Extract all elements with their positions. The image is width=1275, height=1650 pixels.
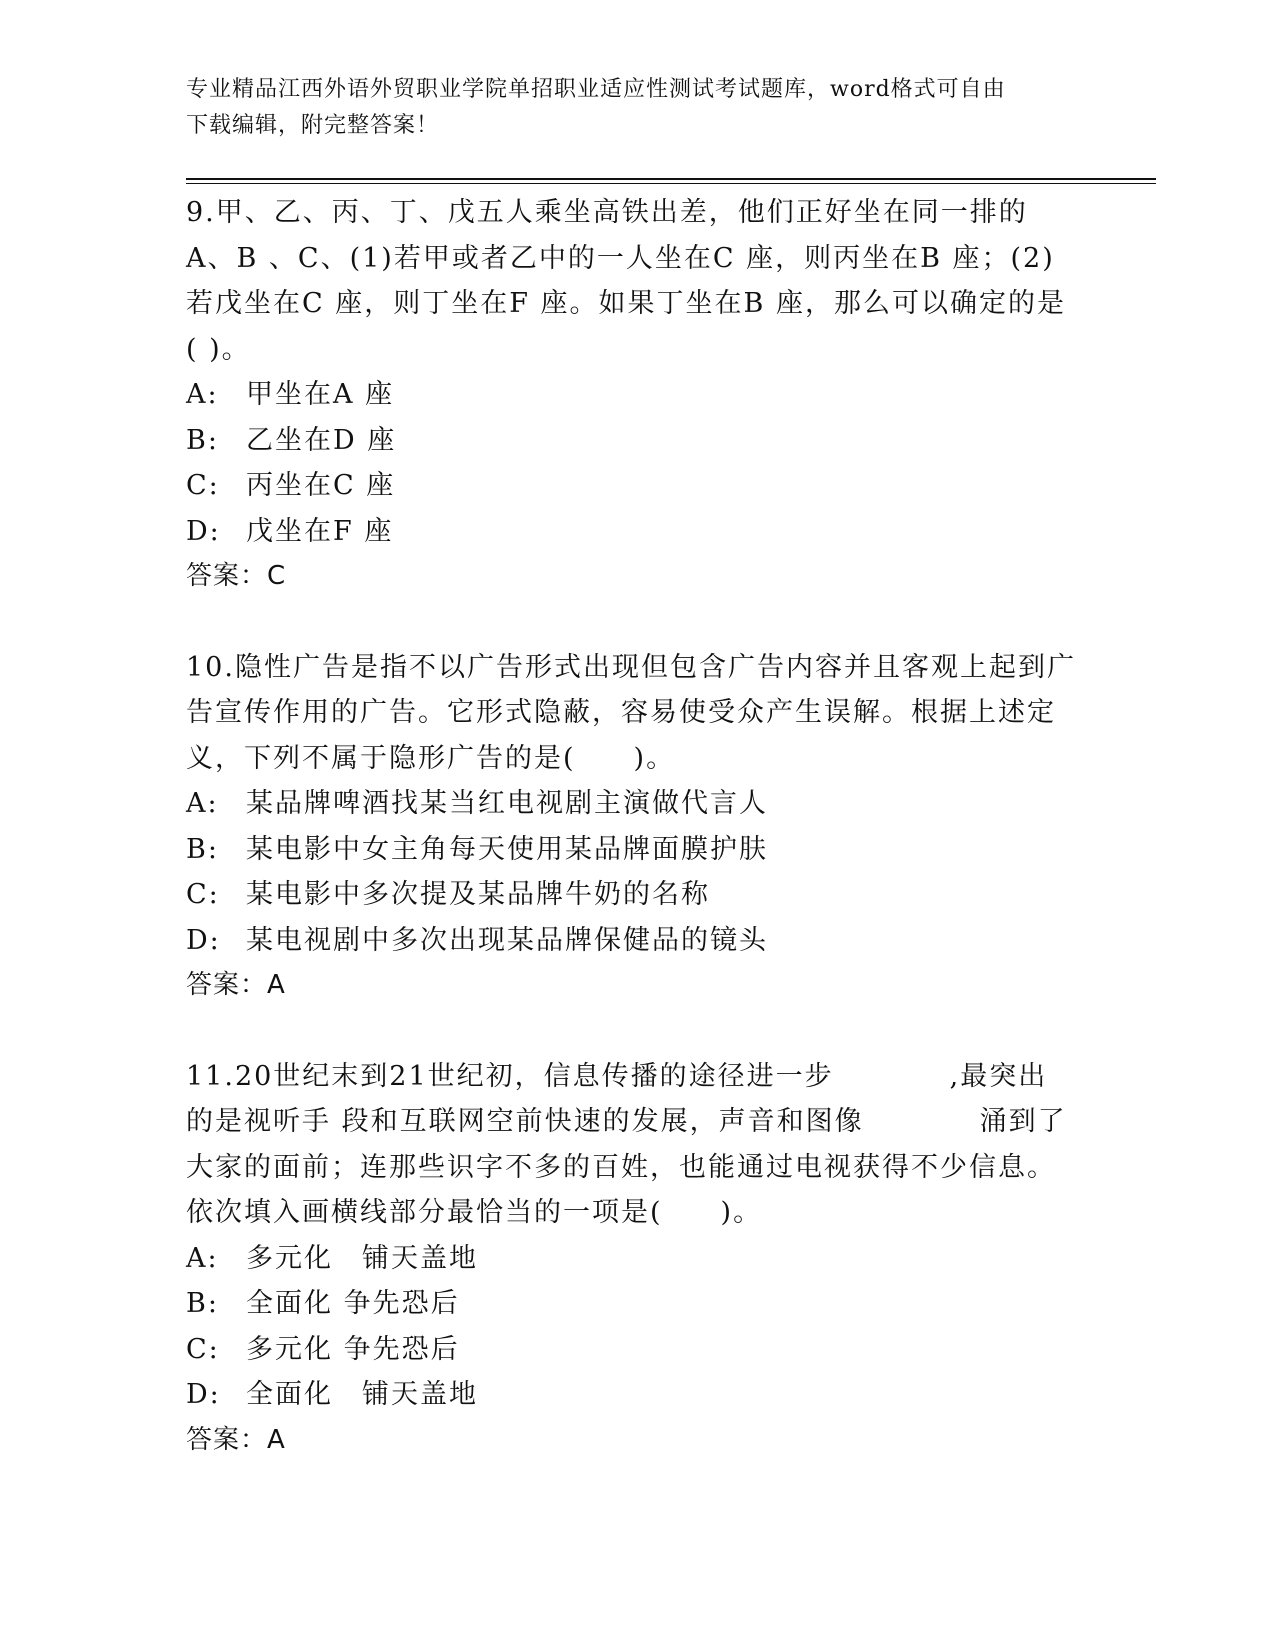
option-letter: B:	[186, 1288, 219, 1319]
question-spacer	[186, 600, 1076, 645]
answer-line: 答案：A	[186, 1424, 286, 1455]
option-b	[186, 418, 1076, 464]
option-letter: C:	[186, 470, 220, 501]
option-letter: C:	[186, 1333, 220, 1365]
option-d	[186, 1372, 1076, 1418]
question-11	[186, 1054, 1076, 1464]
page-header	[186, 72, 1076, 144]
option-letter: A:	[186, 379, 219, 410]
option-text: 戊坐在F 座	[246, 515, 394, 547]
option-text: 某电影中女主角每天使用某品牌面膜护肤	[246, 833, 768, 865]
header-rule-thick	[186, 178, 1156, 180]
option-text: 全面化 争先恐后	[246, 1288, 460, 1319]
header-line-2: 下载编辑，附完整答案！	[186, 113, 440, 138]
answer-line: 答案：C	[186, 561, 287, 591]
header-rule-thin	[186, 183, 1156, 184]
question-9	[186, 190, 1076, 600]
option-letter: C:	[186, 879, 220, 910]
option-c	[186, 463, 1076, 509]
option-text: 某品牌啤酒找某当红电视剧主演做代言人	[246, 788, 768, 819]
option-c	[186, 1327, 1076, 1373]
option-text: 甲坐在A 座	[246, 379, 395, 410]
option-text: 全面化 铺天盖地	[246, 1379, 478, 1410]
option-b	[186, 1281, 1076, 1327]
question-list	[186, 190, 1076, 1463]
option-d	[186, 918, 1076, 964]
option-a	[186, 1236, 1076, 1282]
option-a	[186, 781, 1076, 827]
option-text: 某电影中多次提及某品牌牛奶的名称	[246, 879, 710, 910]
answer-line: 答案：A	[186, 970, 286, 1000]
option-letter: B:	[186, 833, 219, 865]
option-letter: A:	[186, 788, 219, 819]
option-letter: D:	[186, 924, 221, 956]
option-a	[186, 372, 1076, 418]
option-letter: D:	[186, 515, 221, 547]
option-d	[186, 509, 1076, 555]
option-letter: A:	[186, 1242, 219, 1274]
option-letter: D:	[186, 1379, 221, 1410]
option-text: 多元化 铺天盖地	[246, 1242, 478, 1274]
header-line-1: 专业精品江西外语外贸职业学院单招职业适应性测试考试题库，word格式可自由	[186, 77, 1006, 102]
option-text: 多元化 争先恐后	[246, 1333, 460, 1365]
question-stem: 11.20世纪末到21世纪初，信息传播的途径进一步 ,最突出的是视听手 段和互联网空前快速的发展，声音和图像 涌到了大家的面前；连那些识字不多的百姓，也能通过电视获得不少信息。依次填入画横线部分最恰当的一项是( )。	[186, 1060, 1067, 1228]
option-c	[186, 872, 1076, 918]
option-text: 乙坐在D 座	[246, 424, 397, 456]
question-stem: 10.隐性广告是指不以广告形式出现但包含广告内容并且客观上起到广告宣传作用的广告。它形式隐蔽，容易使受众产生误解。根据上述定义，下列不属于隐形广告的是( )。	[186, 651, 1076, 774]
option-letter: B:	[186, 424, 219, 456]
option-b	[186, 827, 1076, 873]
question-spacer	[186, 1009, 1076, 1054]
option-text: 某电视剧中多次出现某品牌保健品的镜头	[246, 924, 768, 956]
option-text: 丙坐在C 座	[246, 470, 396, 501]
question-10	[186, 645, 1076, 1009]
question-stem: 9.甲、乙、丙、丁、戊五人乘坐高铁出差，他们正好坐在同一排的A、B 、C、(1)若甲或者乙中的一人坐在C 座，则丙坐在B 座；(2)若戊坐在C 座，则丁坐在F 座。如果丁坐在B 座，那么可以确定的是( )。	[186, 197, 1066, 365]
